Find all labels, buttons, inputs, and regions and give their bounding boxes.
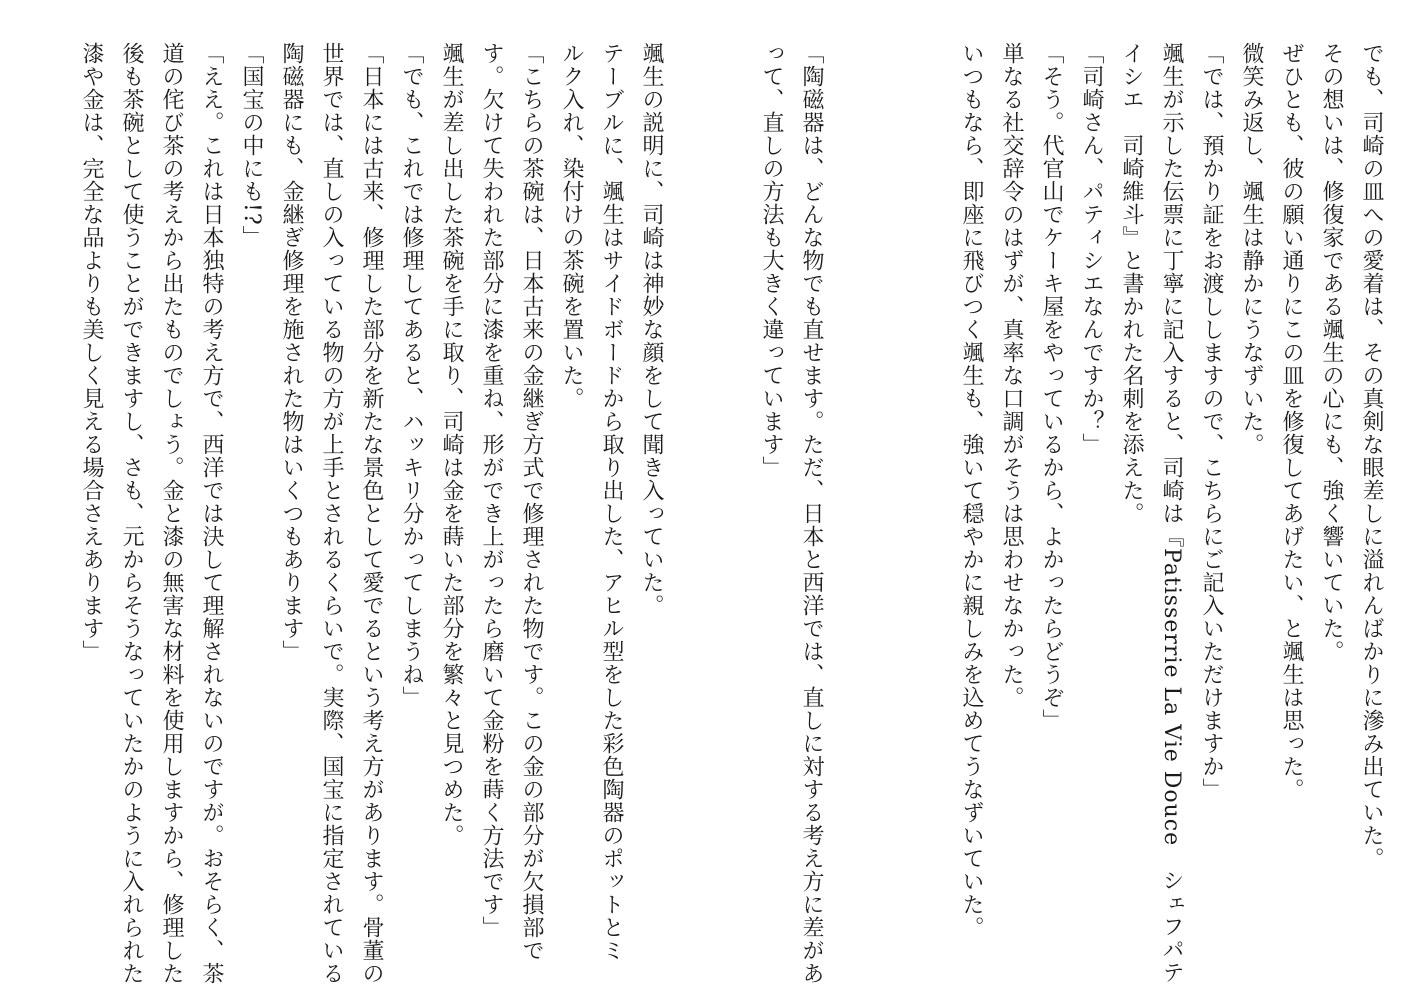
text-line: 颯生が示した伝票に丁寧に記入すると、司崎は『Patisserrie La Vie Douce シェフパテ (1159, 42, 1184, 985)
text-line: 「陶磁器は、どんな物でも直せます。ただ、日本と西洋では、直しに対する考え方に差があ (799, 42, 824, 985)
text-line: 「司崎さん、パティシエなんですか？」 (1079, 42, 1104, 456)
text-line: 陶磁器にも、金継ぎ修理を施された物はいくつもあります」 (279, 42, 304, 663)
text-line: その想いは、修復家である颯生の心にも、強く響いていた。 (1319, 42, 1344, 663)
text-line: ぜひとも、彼の願い通りにこの皿を修復してあげたい、と颯生は思った。 (1279, 42, 1304, 801)
text-line: 「でも、これでは修理してあると、ハッキリ分かってしまうね」 (399, 42, 424, 709)
text-line: 微笑み返し、颯生は静かにうなずいた。 (1239, 42, 1264, 456)
text-line: 「そう。代官山でケーキ屋をやっているから、よかったらどうぞ」 (1039, 42, 1064, 732)
text-line: 「こちらの茶碗は、日本古来の金継ぎ方式で修理された物です。この金の部分が欠損部で (519, 42, 544, 962)
text-line: 「では、預かり証をお渡ししますので、こちらにご記入いただけますか」 (1199, 42, 1224, 801)
text-line: 「日本には古来、修理した部分を新たな景色として愛でるという考え方があります。骨董の (359, 42, 384, 985)
text-line: いつもなら、即座に飛びつく颯生も、強いて穏やかに親しみを込めてうなずいていた。 (959, 42, 984, 939)
text-line: 颯生が差し出した茶碗を手に取り、司崎は金を蒔いた部分を繁々と見つめた。 (439, 42, 464, 847)
text-line: でも、司崎の皿への愛着は、その真剣な眼差しに溢れんばかりに滲み出ていた。 (1359, 42, 1384, 870)
text-line: ルク入れ、染付けの茶碗を置いた。 (559, 42, 584, 410)
text-line (676, 42, 706, 982)
text-line: イシエ 司崎維斗』と書かれた名刺を添えた。 (1119, 42, 1144, 525)
text-line: 「ええ。これは日本独特の考え方で、西洋では決して理解されないのですが。おそらく、茶 (199, 42, 224, 985)
text-line: テーブルに、颯生はサイドボードから取り出した、アヒル型をした彩色陶器のポットとミ (599, 42, 624, 962)
text-line: 「国宝の中にも!?」 (239, 42, 264, 249)
text-line: 道の侘び茶の考えから出たものでしょう。金と漆の無害な材料を使用しますから、修理した (159, 42, 184, 985)
text-line: 颯生の説明に、司崎は神妙な顔をして聞き入っていた。 (639, 42, 664, 617)
text-line: 世界では、直しの入っている物の方が上手とされるくらいで。実際、国宝に指定されている (319, 42, 344, 985)
text-line: って、直しの方法も大きく違っています」 (759, 42, 784, 479)
text-line: 漆や金は、完全な品よりも美しく見える場合さえあります」 (79, 42, 104, 663)
text-line: 単なる社交辞令のはずが、真率な口調がそうは思わせなかった。 (999, 42, 1024, 709)
text-line (876, 42, 906, 982)
text-line: す。欠けて失われた部分に漆を重ね、形ができ上がったら磨いて金粉を蒔く方法です」 (479, 42, 504, 939)
text-line: 後も茶碗として使うことができますし、さも、元からそうなっていたかのように入れられた (119, 42, 144, 985)
